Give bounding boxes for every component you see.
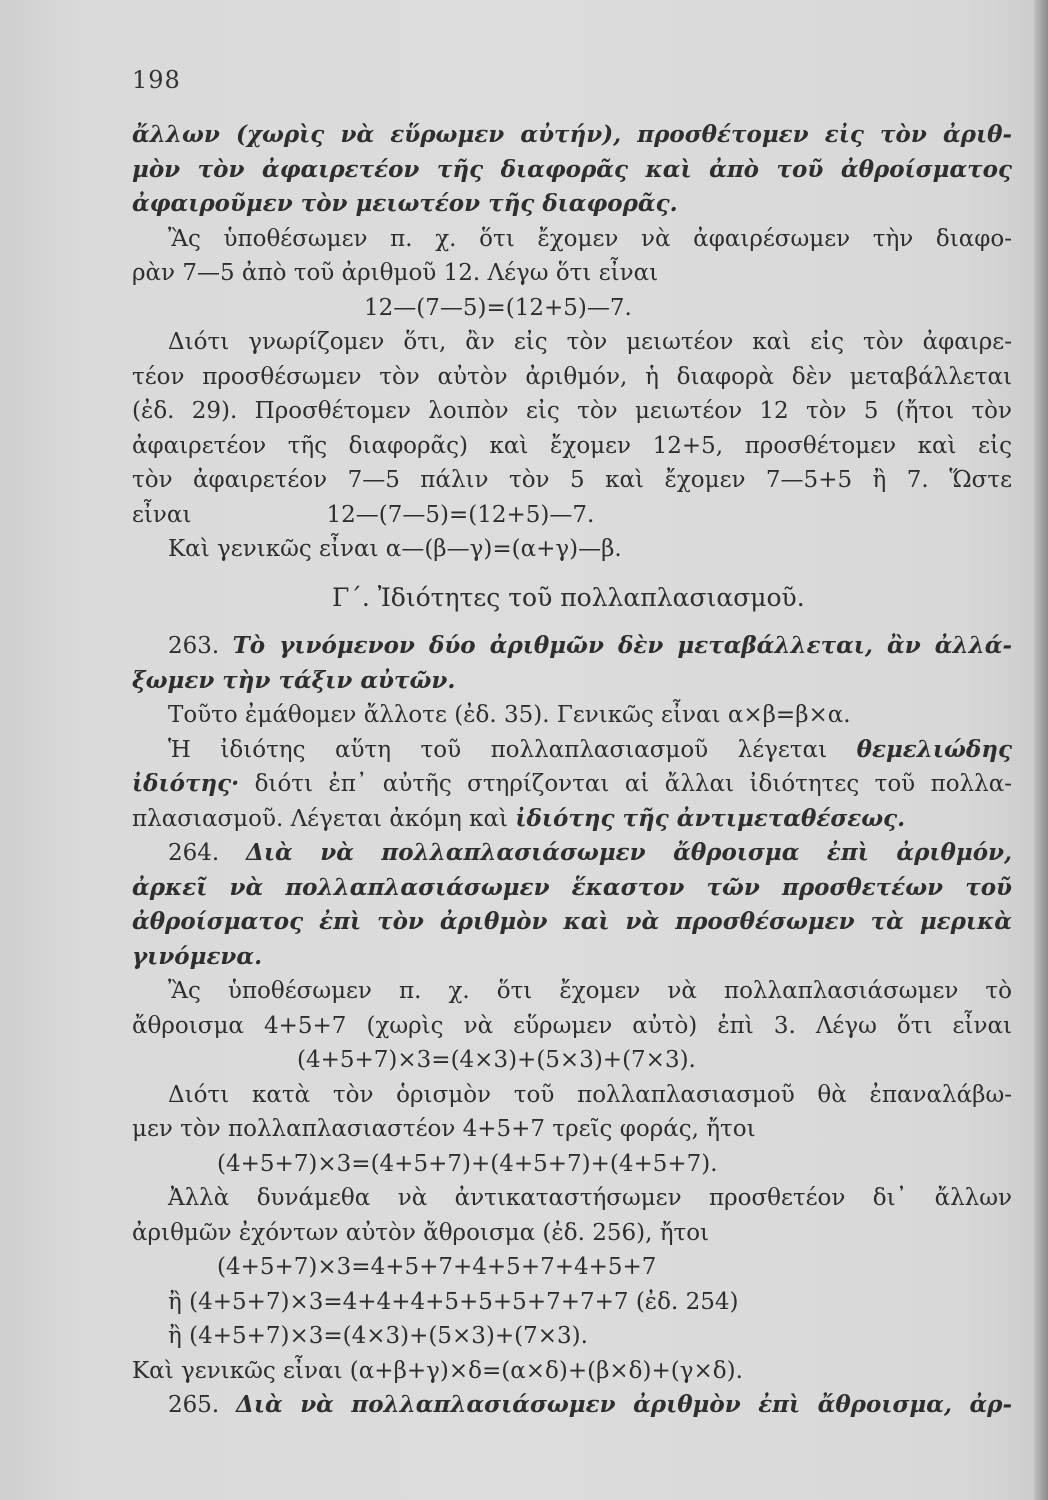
theorem-text: Διὰ νὰ πολλαπλασιάσωμεν ἄθροισμα ἐπὶ ἀριθμόν, (246, 839, 1012, 866)
page-edge (1034, 0, 1048, 1500)
theorem-text: ἀρκεῖ νὰ πολλαπλασιάσωμεν ἕκαστον τῶν προσθετέων τοῦ (132, 873, 1012, 901)
text-line: Ἂς ὑποθέσωμεν π. χ. ὅτι ἔχομεν νὰ πολλαπλασιάσωμεν τὸ (168, 978, 1012, 1004)
section-heading: Γ΄. Ἰδιότητες τοῦ πολλαπλασιασμοῦ. (332, 582, 805, 612)
theorem-text: ξωμεν τὴν τάξιν αὐτῶν. (132, 666, 456, 694)
equation: ἢ (4+5+7)×3=(4×3)+(5×3)+(7×3). (168, 1323, 588, 1349)
text-line: τέον προσθέσωμεν τὸν αὐτὸν ἀριθμόν, ἡ διαφορὰ δὲν μεταβάλλεται (132, 363, 1012, 390)
theorem-text: γινόμενα. (132, 942, 263, 970)
theorem-text: ἀθροίσματος ἐπὶ τὸν ἀριθμὸν καὶ νὰ προσθέσωμεν τὰ μερικὰ (132, 908, 1012, 935)
theorem-text: Τὸ γινόμενον δύο ἀριθμῶν δὲν μεταβάλλεται, ἂν ἀλλά- (232, 632, 1012, 659)
text-line (132, 498, 1012, 533)
text-line: ρὰν 7—5 ἀπὸ τοῦ ἀριθμοῦ 12. Λέγω ὅτι εἶναι (132, 260, 659, 286)
text-line: Καὶ γενικῶς εἶναι α—(β—γ)=(α+γ)—β. (168, 536, 622, 562)
text-line: Ἀλλὰ δυνάμεθα νὰ ἀντικαταστήσωμεν προσθετέον δι᾿ ἄλλων (168, 1185, 1012, 1211)
text-line: ἀριθμῶν ἐχόντων αὐτὸν ἄθροισμα (ἐδ. 256), ἤτοι (132, 1219, 710, 1246)
text-line (132, 767, 1012, 802)
page-text (132, 118, 1012, 1423)
theorem-text: Διὰ νὰ πολλαπλασιάσωμεν ἀριθμὸν ἐπὶ ἄθροισμα, ἀρ- (236, 1391, 1012, 1418)
equation: ἢ (4+5+7)×3=4+4+4+5+5+5+7+7+7 (ἐδ. 254) (168, 1288, 739, 1315)
text-line: (ἐδ. 29). Προσθέτομεν λοιπὸν εἰς τὸν μειωτέον 12 τὸν 5 (ἤτοι τὸν (132, 398, 1012, 424)
text-line (132, 629, 1012, 664)
text-fragment: πλασιασμοῦ. Λέγεται ἀκόμη καὶ (132, 805, 509, 832)
term: θεμελιώδης (856, 735, 1012, 763)
text-line: Διότι γνωρίζομεν ὅτι, ἂν εἰς τὸν μειωτέον καὶ εἰς τὸν ἀφαιρε- (168, 329, 1012, 355)
text-line: μεν τὸν πολλαπλασιαστέον 4+5+7 τρεῖς φοράς, ἤτοι (132, 1116, 756, 1142)
equation: 12—(7—5)=(12+5)—7. (364, 294, 632, 321)
equation: (4+5+7)×3=(4×3)+(5×3)+(7×3). (297, 1047, 696, 1073)
text-line: ἄλλων (χωρὶς νὰ εὕρωμεν αὐτήν), προσθέτομεν εἰς τὸν ἀριθ- (132, 121, 1012, 148)
text-line: ἄθροισμα 4+5+7 (χωρὶς νὰ εὕρωμεν αὐτὸ) ἐπὶ 3. Λέγω ὅτι εἶναι (132, 1012, 1012, 1039)
text-fragment: διότι ἐπ᾿ αὐτῆς στηρίζονται αἱ ἄλλαι ἰδιότητες τοῦ πολλα- (254, 771, 1012, 797)
equation: (4+5+7)×3=4+5+7+4+5+7+4+5+7 (217, 1254, 657, 1280)
equation: (4+5+7)×3=(4+5+7)+(4+5+7)+(4+5+7). (217, 1150, 718, 1177)
text-line: ἀφαιρετέον τῆς διαφορᾶς) καὶ ἔχομεν 12+5, προσθέτομεν καὶ εἰς (132, 432, 1012, 459)
paragraph-number: 264. (168, 840, 220, 866)
text-line (132, 802, 1012, 837)
text-line (132, 733, 1012, 768)
text-fragment: Ἡ ἰδιότης αὕτη τοῦ πολλαπλασιασμοῦ λέγεται (168, 736, 828, 763)
page-number: 198 (132, 66, 181, 94)
text-fragment: εἶναι (132, 501, 192, 528)
text-line: Ἂς ὑποθέσωμεν π. χ. ὅτι ἔχομεν νὰ ἀφαιρέσωμεν τὴν διαφο- (168, 225, 1012, 252)
text-line: Διότι κατὰ τὸν ὁρισμὸν τοῦ πολλαπλασιασμοῦ θὰ ἐπαναλάβω- (168, 1081, 1012, 1108)
text-line: μὸν τὸν ἀφαιρετέον τῆς διαφορᾶς καὶ ἀπὸ τοῦ ἀθροίσματος (132, 155, 1012, 183)
text-line: τὸν ἀφαιρετέον 7—5 πάλιν τὸν 5 καὶ ἔχομεν 7—5+5 ἢ 7. Ὥστε (132, 467, 1012, 493)
term: ἰδιότης τῆς ἀντιμεταθέσεως. (515, 804, 906, 832)
term: ἰδιότης· (132, 770, 240, 797)
text-line: Καὶ γενικῶς εἶναι (α+β+γ)×δ=(α×δ)+(β×δ)+(γ×δ). (132, 1357, 743, 1384)
text-line (132, 1388, 1012, 1423)
text-line: ἀφαιροῦμεν τὸν μειωτέον τῆς διαφορᾶς. (132, 190, 678, 217)
paragraph-number: 265. (168, 1392, 220, 1418)
equation: 12—(7—5)=(12+5)—7. (326, 501, 595, 528)
paragraph-number: 263. (168, 633, 220, 659)
text-line (132, 836, 1012, 871)
text-line: Τοῦτο ἐμάθομεν ἄλλοτε (ἐδ. 35). Γενικῶς εἶναι α×β=β×α. (168, 702, 851, 728)
